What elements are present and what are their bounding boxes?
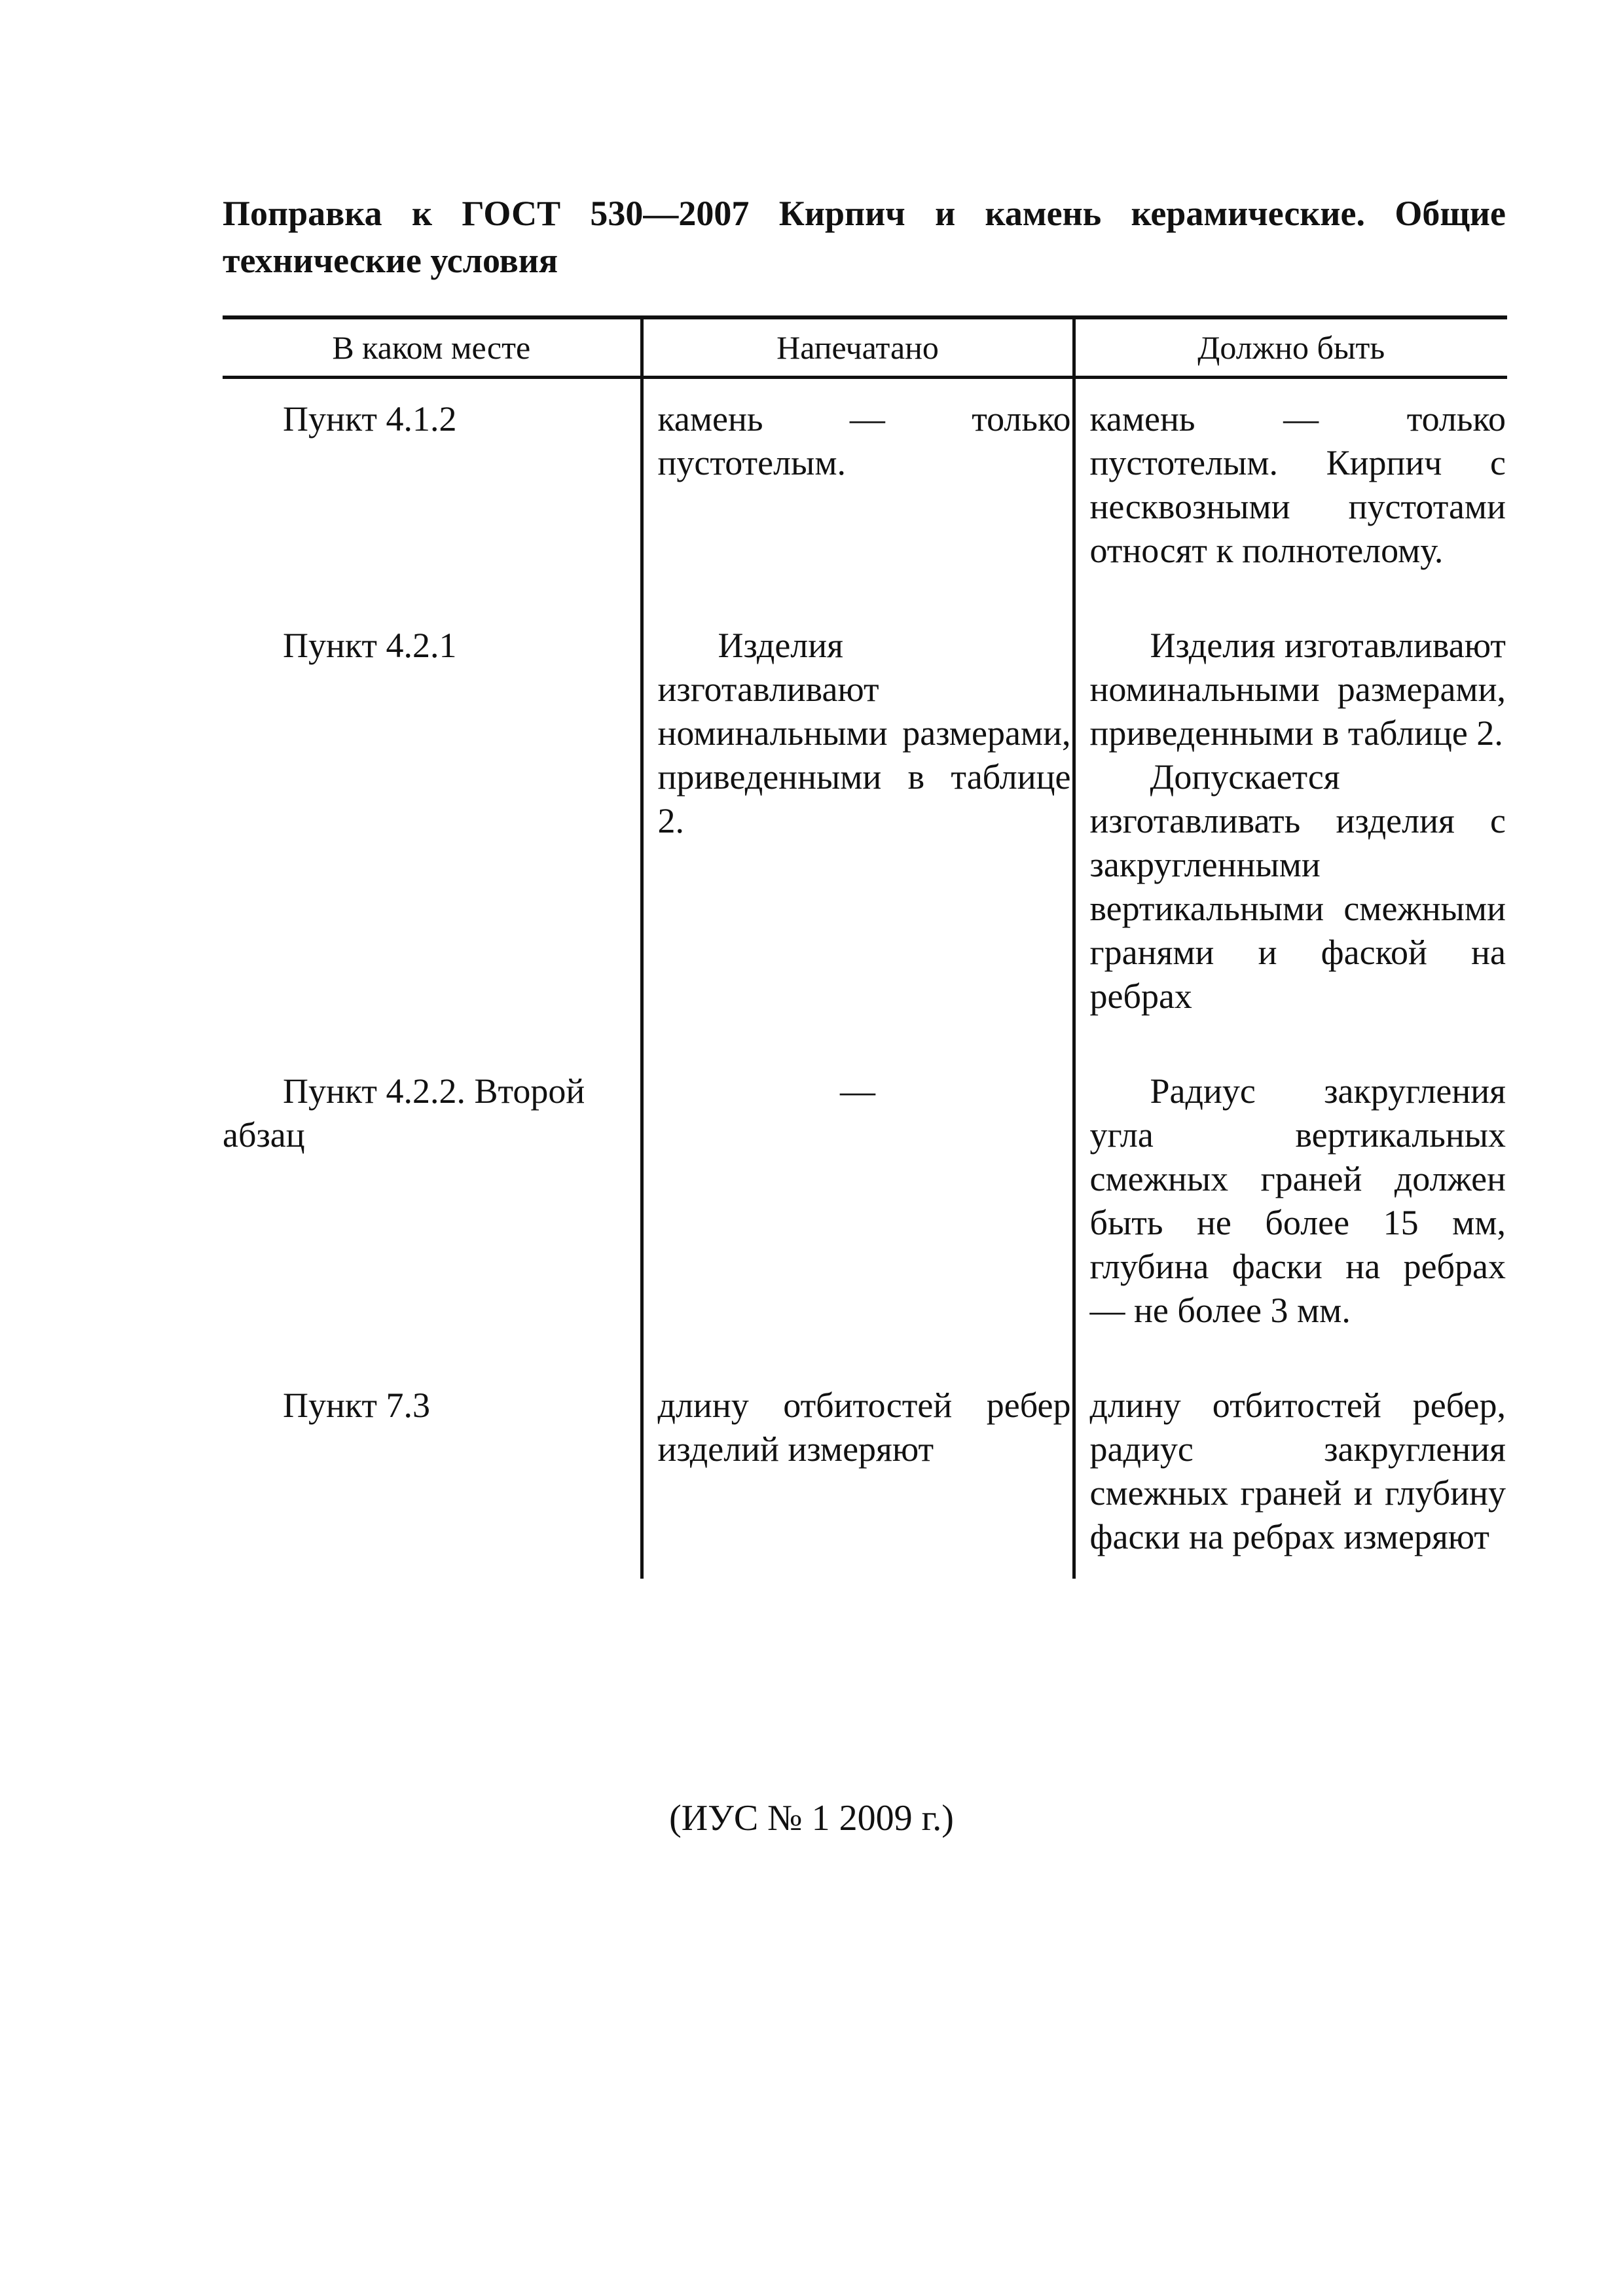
row-printed-cell	[642, 624, 1074, 1069]
row-place-cell	[223, 378, 642, 624]
table-row	[223, 624, 1507, 1069]
row-place-cell	[223, 1069, 642, 1384]
row-printed-text: длину отбитостей ребер изделий измеряют	[657, 1386, 1071, 1469]
row-printed-cell	[642, 1384, 1074, 1579]
row-printed-text: камень — только пустотелым.	[657, 399, 1071, 482]
row-should-be-text: длину отбитостей ребер, радиус закругления смежных граней и глубину фаски на ребрах измеряют	[1089, 1386, 1506, 1556]
row-printed-text: Изделия изготавливают номинальными размерами, приведенными в таблице 2.	[657, 626, 1071, 840]
row-place-cell	[223, 624, 642, 1069]
row-place-text: Пункт 4.1.2	[283, 399, 457, 439]
row-printed-cell	[642, 1069, 1074, 1384]
table-row	[223, 1069, 1507, 1384]
row-place-text: Пункт 4.2.2. Второй абзац	[223, 1071, 585, 1155]
source-note: (ИУС № 1 2009 г.)	[669, 1798, 954, 1839]
row-printed-text: —	[840, 1071, 875, 1111]
row-place-text: Пункт 7.3	[283, 1386, 431, 1425]
row-printed-cell	[642, 378, 1074, 624]
row-should-be-text: Радиус закругления угла вертикальных смежных граней должен быть не более 15 мм, глубина фаски на ребрах — не более 3 мм.	[1089, 1071, 1506, 1330]
header-place: В каком месте	[223, 317, 642, 378]
row-should-be-cell	[1074, 1384, 1507, 1579]
document-title: Поправка к ГОСТ 530—2007 Кирпич и камень керамические. Общие технические условия	[223, 194, 1506, 280]
row-should-be-cell	[1074, 378, 1507, 624]
header-should-be: Должно быть	[1074, 317, 1507, 378]
row-place-text: Пункт 4.2.1	[283, 626, 457, 665]
row-should-be-text: камень — только пустотелым. Кирпич с несквозными пустотами относят к полнотелому.	[1089, 399, 1506, 570]
table-row	[223, 378, 1507, 624]
row-should-be-cell	[1074, 1069, 1507, 1384]
row-should-be-cell	[1074, 624, 1507, 1069]
table-row	[223, 1384, 1507, 1579]
table-header-row	[223, 317, 1507, 378]
header-printed: Напечатано	[642, 317, 1074, 378]
correction-table	[223, 315, 1507, 1579]
row-should-be-text: Допускается изготавливать изделия с закругленными вертикальными смежными гранями и фаской на ребрах	[1089, 757, 1506, 1016]
row-should-be-text: Изделия изготавливают номинальными размерами, приведенными в таблице 2.	[1089, 626, 1506, 753]
row-place-cell	[223, 1384, 642, 1579]
